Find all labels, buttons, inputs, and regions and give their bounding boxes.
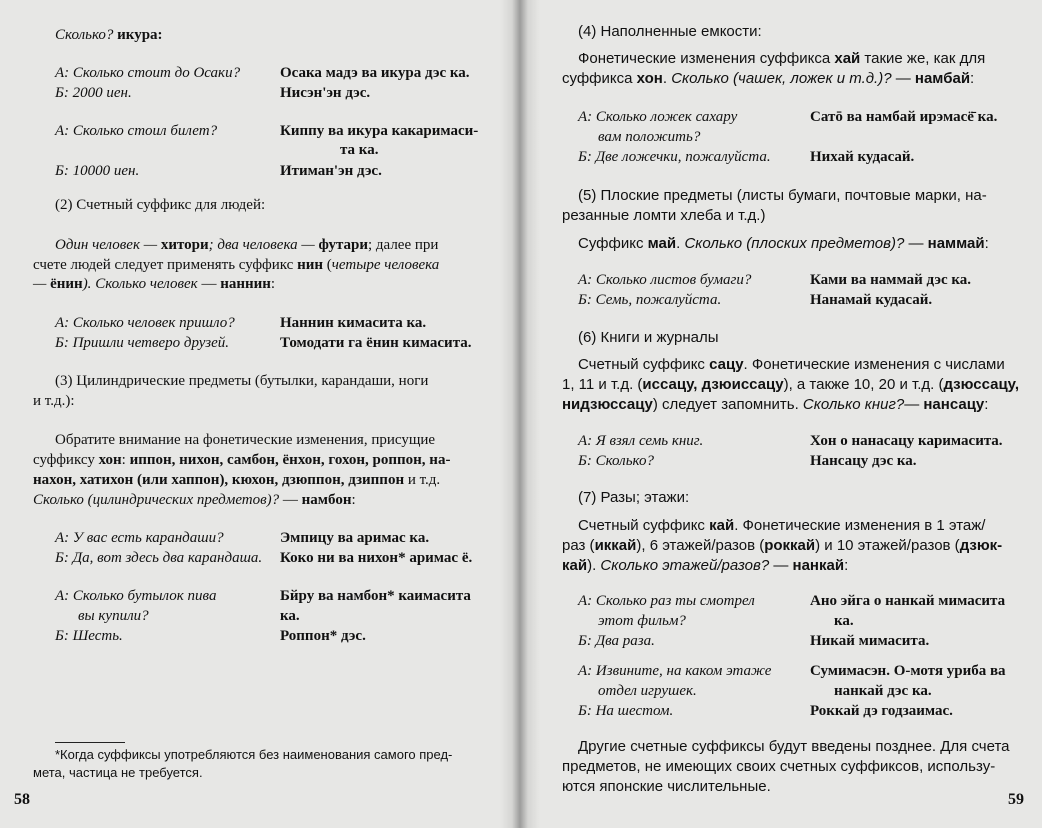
text-line: 1, 11 и т.д. (иссацу, дзюиссацу), а также 10, 20 и т.д. (дзюссацу, <box>562 376 1020 393</box>
text-line: Суффикс май. Сколько (плоских предметов)? — наммай: <box>578 235 989 252</box>
section-heading: (5) Плоские предметы (листы бумаги, почтовые марки, на- <box>578 187 987 204</box>
dialog-question: Б: Две ложечки, пожалуйста. <box>578 149 771 165</box>
text-line: нахон, хатихон (или хаппон), кюхон, дзюппон, дзиппон и т.д. <box>33 472 441 488</box>
dialog-answer: нанкай дэс ка. <box>834 683 932 699</box>
dialog-question: А: Извините, на каком этаже <box>578 663 772 679</box>
dialog-question: А: Сколько ложек сахару <box>578 109 738 125</box>
text-line: ются японские числительные. <box>562 778 771 795</box>
dialog-answer: Роккай дэ годзаимас. <box>810 703 953 719</box>
text-line: предметов, не имеющих своих счетных суффиксов, использу- <box>562 758 996 775</box>
dialog-answer: Ками ва наммай дэс ка. <box>810 272 972 288</box>
dialog-question: А: Сколько листов бумаги? <box>578 272 752 288</box>
dialog-answer: ка. <box>280 608 300 624</box>
dialog-question: вам положить? <box>598 129 701 145</box>
dialog-question: А: Сколько человек пришло? <box>55 315 235 331</box>
dialog-answer: Роппон* дэс. <box>280 628 366 644</box>
text-line: Сколько (цилиндрических предметов)? — намбон: <box>33 492 356 508</box>
text-line: счете людей следует применять суффикс нин (четыре человека <box>33 257 440 273</box>
dialog-answer: Бйру ва намбон* каимасита <box>280 588 471 604</box>
section-heading: (6) Книги и журналы <box>578 329 719 346</box>
text-line: Обратите внимание на фонетические изменения, присущие <box>55 432 436 448</box>
dialog-question: Б: Два раза. <box>578 633 655 649</box>
text-line: — ёнин). Сколько человек — наннин: <box>33 276 276 292</box>
dialog-answer: Итиман'эн дэс. <box>280 163 382 179</box>
right-page <box>520 0 1042 828</box>
dialog-question: отдел игрушек. <box>598 683 697 699</box>
dialog-answer: та ка. <box>340 142 379 158</box>
dialog-question: Б: Пришли четверо друзей. <box>55 335 230 351</box>
dialog-question: Б: 10000 иен. <box>55 163 140 179</box>
dialog-answer: Хон о нанасацу каримаситa. <box>810 433 1003 449</box>
footnote-line: мета, частица не требуется. <box>33 765 203 780</box>
section-heading: (4) Наполненные емкости: <box>578 23 762 40</box>
section-heading: (2) Счетный суффикс для людей: <box>55 197 266 213</box>
text-line: Счетный суффикс кай. Фонетические изменения в 1 этаж/ <box>578 517 986 534</box>
section-heading: (3) Цилиндрические предметы (бутылки, карандаши, ноги <box>55 373 429 389</box>
dialog-answer: Сумимасэн. О-мотя урибa ва <box>810 663 1006 679</box>
dialog-question: А: Сколько стоит до Осаки? <box>55 65 241 81</box>
page-number: 59 <box>1008 791 1024 808</box>
footnote-line: *Когда суффиксы употребляются без наименования самого пред- <box>55 747 453 762</box>
text-line: Счетный суффикс сацу. Фонетические изменения с числами <box>578 356 1005 373</box>
dialog-question: вы купили? <box>78 608 149 624</box>
text-line: Фонетические изменения суффикса хай такие же, как для <box>578 50 986 67</box>
dialog-answer: Нанамай кудасай. <box>810 292 933 308</box>
page-number: 58 <box>14 791 30 808</box>
dialog-answer: Киппу ва икура какаримаси- <box>280 123 479 139</box>
dialog-question: А: Я взял семь книг. <box>578 433 704 449</box>
dialog-question: Б: Да, вот здесь два карандаша. <box>55 550 263 566</box>
dialog-answer: Коко ни ва нихон* аримас ё. <box>280 550 473 566</box>
dialog-question: А: Сколько раз ты смотрел <box>578 593 755 609</box>
section-heading: (7) Разы; этажи: <box>578 489 690 506</box>
dialog-answer: Никай мимасита. <box>810 633 930 649</box>
dialog-question: А: Сколько стоил билет? <box>55 123 218 139</box>
text-line: Один человек — хитори; два человека — футари; далее при <box>55 237 439 253</box>
dialog-answer: Наннин кимасита ка. <box>280 315 427 331</box>
dialog-answer: Томодати га ёнин кимасита. <box>280 335 472 351</box>
text-line: Сколько? икура: <box>55 27 163 43</box>
dialog-answer: Нансацу дэс ка. <box>810 453 917 469</box>
left-page <box>0 0 520 828</box>
dialog-question: Б: На шестом. <box>578 703 674 719</box>
dialog-question: А: У вас есть карандаши? <box>55 530 224 546</box>
text-line: суффикса хон. Сколько (чашек, ложек и т.д.)? — намбай: <box>562 70 975 87</box>
dialog-answer: Нихай кудасай. <box>810 149 915 165</box>
dialog-answer: Нисэн'эн дэс. <box>280 85 371 101</box>
text-line: кай). Сколько этажей/разов? — нанкай: <box>562 557 849 574</box>
dialog-answer: ка. <box>834 613 854 629</box>
dialog-question: Б: Шесть. <box>55 628 123 644</box>
text-line: резанные ломти хлеба и т.д.) <box>562 207 766 224</box>
dialog-answer: Сатō ва намбай ирэмасё̄ ка. <box>810 109 998 125</box>
dialog-question: этот фильм? <box>598 613 686 629</box>
dialog-question: А: Сколько бутылок пива <box>55 588 217 604</box>
dialog-answer: Эмпицу ва аримас ка. <box>280 530 430 546</box>
dialog-answer: Осака мадэ ва икура дэс ка. <box>280 65 470 81</box>
text-line: Другие счетные суффиксы будут введены позднее. Для счета <box>578 738 1010 755</box>
dialog-answer: Ано эйга о нанкай мимасита <box>810 593 1006 609</box>
text-line: суффиксу хон: иппон, нихон, самбон, ёнхон, гохон, роппон, на- <box>33 452 451 468</box>
dialog-question: Б: 2000 иен. <box>55 85 132 101</box>
text-line: раз (иккай), 6 этажей/разов (роккай) и 10 этажей/разов (дзюк- <box>562 537 1003 554</box>
text-line: и т.д.): <box>33 393 75 409</box>
text-line: нидзюссацу) следует запомнить. Сколько книг?— нансацу: <box>562 396 989 413</box>
footnote-rule <box>55 742 125 743</box>
dialog-question: Б: Семь, пожалуйста. <box>578 292 722 308</box>
dialog-question: Б: Сколько? <box>578 453 654 469</box>
